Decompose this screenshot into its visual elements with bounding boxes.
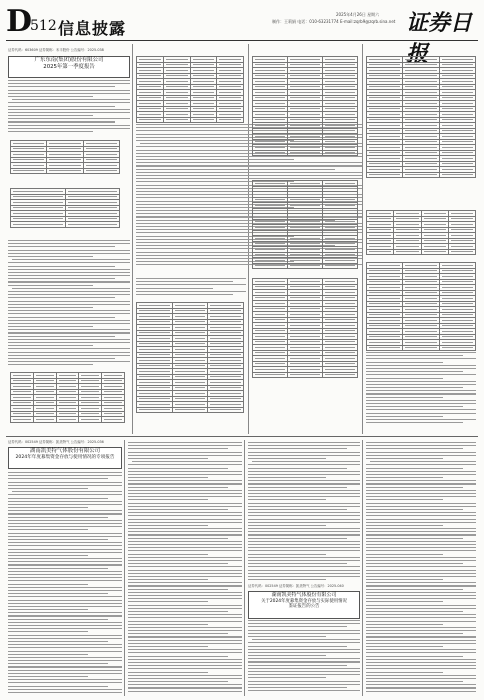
company-name: 湖南凯美特气体股份有限公司 [29, 448, 101, 454]
data-table [252, 180, 358, 269]
column-divider [132, 44, 133, 434]
stock-code-line: 证券代码：002549 证券简称：凯美特气 公告编号：2025-040 [248, 584, 344, 588]
article-body [8, 80, 130, 140]
company-name: 湖南凯美特气体股份有限公司 [271, 592, 337, 598]
article-body [8, 240, 130, 370]
data-table [136, 302, 244, 413]
column-divider [362, 440, 363, 696]
article-body [136, 278, 246, 302]
data-table [366, 262, 476, 351]
article-body [8, 472, 122, 694]
report-title-continued: 鉴证报告的公告 [288, 604, 320, 609]
data-table [136, 56, 244, 123]
section-title: 信息披露 [58, 19, 127, 38]
stock-code-line: 证券代码：002549 证券简称：凯美特气 公告编号：2025-036 [8, 440, 104, 444]
data-table [10, 372, 125, 423]
column-divider [124, 440, 125, 696]
data-table [10, 188, 120, 228]
data-table [252, 278, 358, 378]
stock-code-line: 证券代码：603609 证券简称：禾丰股份 公告编号：2025-038 [8, 48, 104, 52]
data-table [366, 56, 476, 178]
article-body [128, 442, 242, 694]
editor-contact: 制作：王莉娟 电话：010-63231774 E-mail:zqrb9@zqrb.sina.net [272, 19, 396, 24]
section-divider [6, 436, 478, 437]
article-header-box [248, 591, 360, 619]
article-header-box [8, 56, 130, 78]
masthead-rule [6, 40, 478, 41]
article-body [366, 352, 476, 428]
page-number: 512 [30, 18, 57, 34]
report-title: 2024年年度募集资金存放与使用情况的专项报告 [15, 454, 115, 460]
issue-date: 2025年4月26日 星期六 [336, 12, 380, 17]
data-table [10, 140, 120, 174]
report-title: 关于2024年度募集资金存放与实际使用情况 [261, 598, 347, 604]
article-body [366, 442, 476, 694]
column-divider [362, 44, 363, 434]
data-table [366, 210, 476, 255]
data-table [252, 56, 358, 156]
newspaper-logo: 证券日报 [406, 10, 473, 67]
report-title: 2025年第一季度报告 [43, 63, 95, 70]
company-name: 广东东南(集团)股份有限公司 [34, 57, 104, 63]
section-letter: D [6, 4, 33, 39]
article-body [248, 442, 360, 582]
column-divider [244, 440, 245, 696]
article-body [248, 620, 360, 694]
article-header-box [8, 447, 122, 469]
